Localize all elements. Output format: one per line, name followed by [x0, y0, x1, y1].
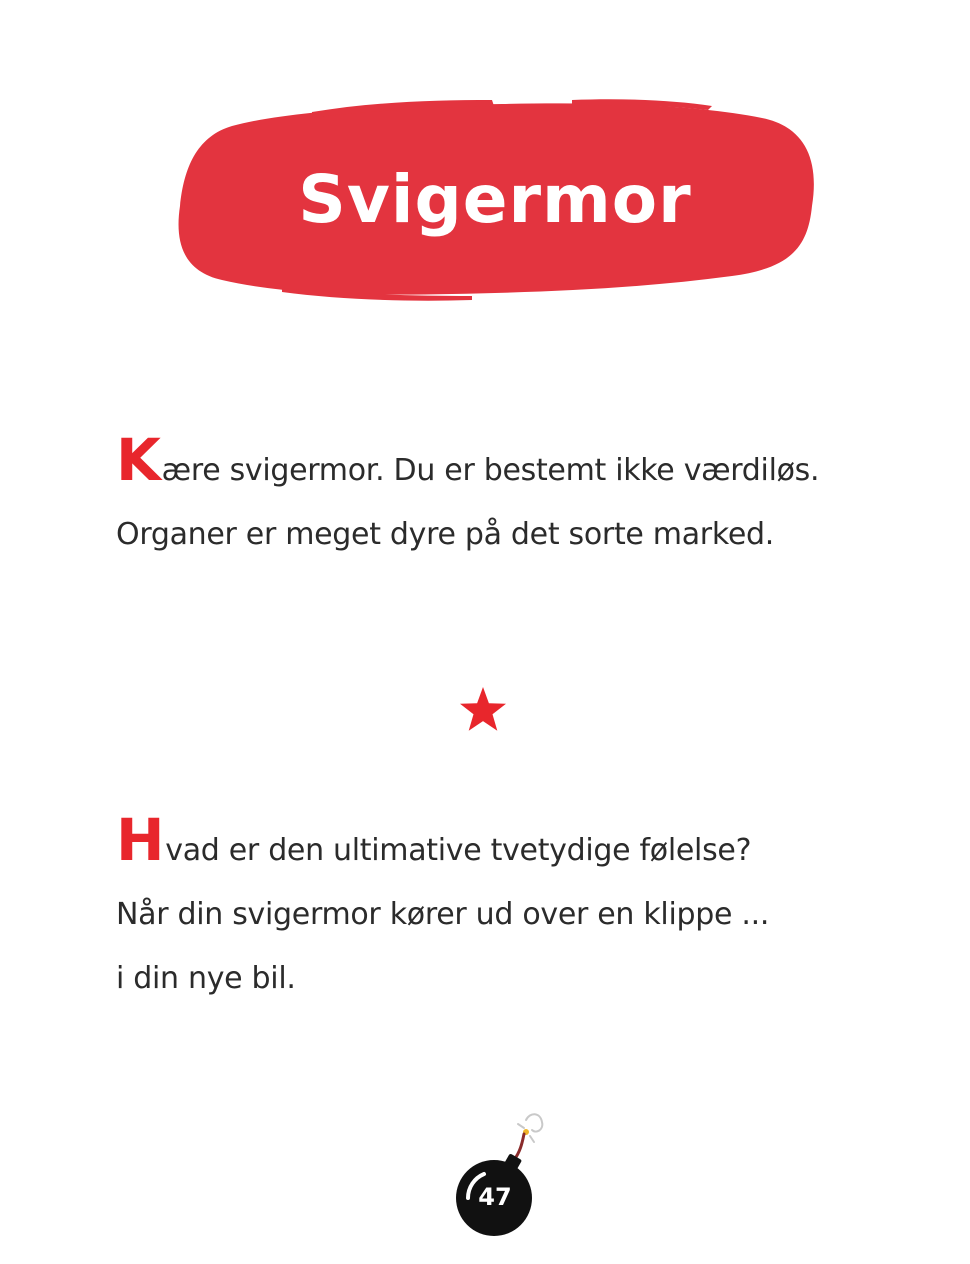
joke-line: Når din svigermor kører ud over en klippe ...	[116, 897, 770, 932]
dropcap: H	[116, 806, 165, 874]
dropcap: K	[116, 426, 161, 494]
joke-block	[116, 428, 876, 567]
joke-block	[116, 808, 876, 1011]
title-banner	[172, 96, 818, 302]
joke-first-line	[116, 808, 876, 883]
page-number-badge	[444, 1106, 554, 1236]
joke-line-text: vad er den ultimative tvetydige følelse?	[165, 833, 752, 868]
joke-line-text: ære svigermor. Du er bestemt ikke værdiløs.	[161, 453, 820, 488]
joke-line: i din nye bil.	[116, 961, 296, 996]
joke-line: Organer er meget dyre på det sorte marked.	[116, 517, 774, 552]
page-title: Svigermor	[298, 161, 692, 238]
star-icon	[458, 684, 508, 734]
page-number: 47	[478, 1183, 512, 1211]
joke-first-line	[116, 428, 876, 503]
bomb-icon	[444, 1106, 554, 1236]
